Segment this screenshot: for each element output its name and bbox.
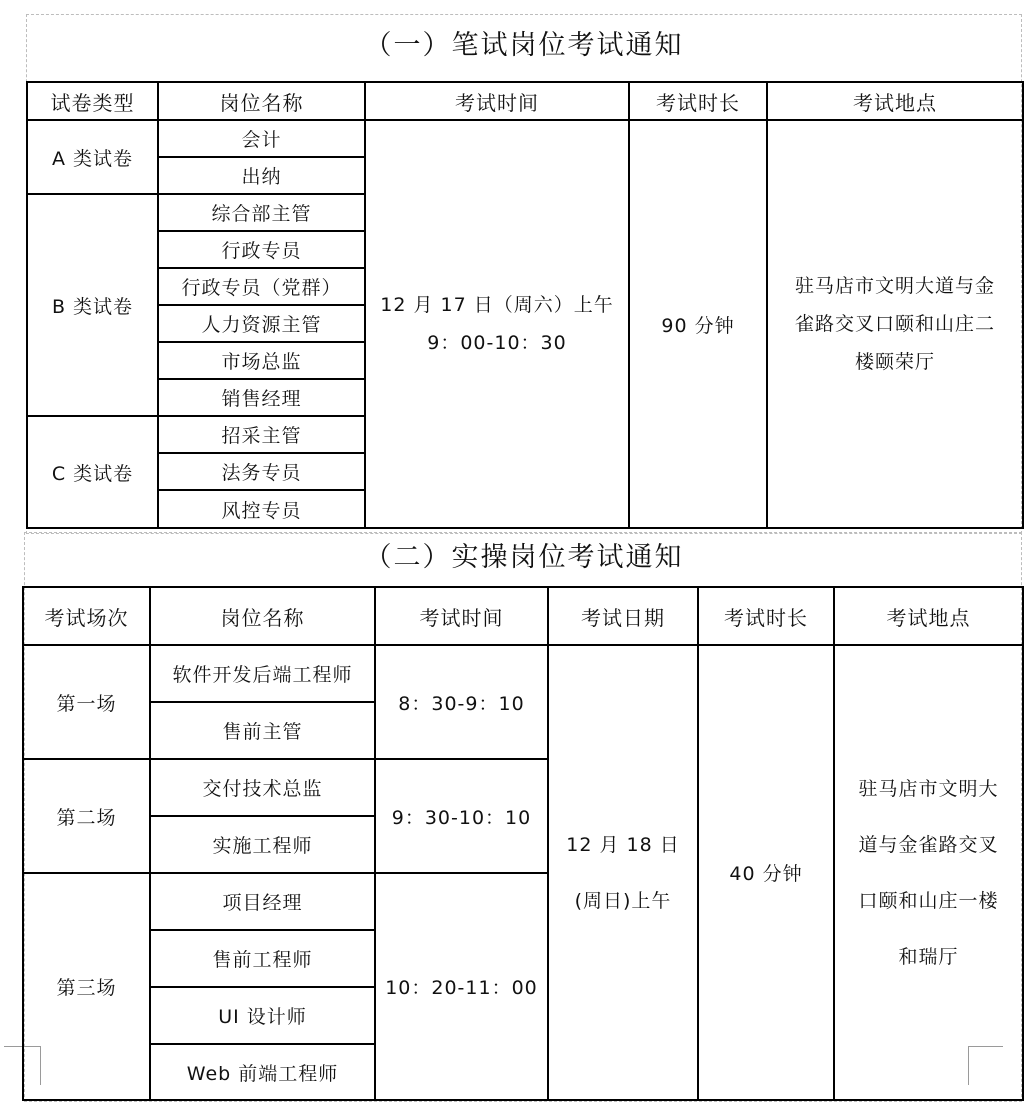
exam-date-line2: (周日)上午 [574,889,672,912]
location-line4: 和瑞厅 [898,945,959,968]
col-header-session: 考试场次 [23,587,150,645]
position-cell: 人力资源主管 [158,305,365,342]
location-line2: 道与金雀路交叉 [858,833,999,856]
position-cell: 售前工程师 [150,930,375,987]
position-cell: 法务专员 [158,453,365,490]
exam-location-cell [834,645,1023,1100]
position-cell: UI 设计师 [150,987,375,1044]
exam-date-line1: 12 月 18 日 [566,833,680,856]
position-cell: 市场总监 [158,342,365,379]
location-line2: 雀路交叉口颐和山庄二 [794,313,995,335]
session-2: 第二场 [23,759,150,873]
col-header-paper-type: 试卷类型 [27,82,158,120]
col-header-location: 考试地点 [767,82,1023,120]
written-exam-table [26,81,1024,529]
position-cell: 项目经理 [150,873,375,930]
position-cell: 实施工程师 [150,816,375,873]
exam-date-cell [548,645,698,1100]
position-cell: 交付技术总监 [150,759,375,816]
position-cell: 综合部主管 [158,194,365,231]
section2-title: （二）实操岗位考试通知 [364,542,684,573]
col-header-exam-date: 考试日期 [548,587,698,645]
position-cell: 行政专员（党群） [158,268,365,305]
position-cell: 售前主管 [150,702,375,759]
position-cell: 销售经理 [158,379,365,416]
exam-time-line2: 9：00-10：30 [427,332,567,354]
position-cell: Web 前端工程师 [150,1044,375,1100]
col-header-position: 岗位名称 [158,82,365,120]
session-1: 第一场 [23,645,150,759]
location-line3: 口颐和山庄一楼 [858,889,999,912]
position-cell: 行政专员 [158,231,365,268]
session-1-time: 8：30-9：10 [375,645,548,759]
exam-location-cell [767,120,1023,528]
paper-type-c: C 类试卷 [27,416,158,528]
position-cell: 出纳 [158,157,365,194]
col-header-position: 岗位名称 [150,587,375,645]
position-cell: 软件开发后端工程师 [150,645,375,702]
position-cell: 风控专员 [158,490,365,528]
position-cell: 会计 [158,120,365,157]
paper-type-a: A 类试卷 [27,120,158,194]
location-line3: 楼颐荣厅 [854,351,935,373]
location-line1: 驻马店市文明大道与金 [794,275,995,297]
session-3-time: 10：20-11：00 [375,873,548,1100]
exam-time-line1: 12 月 17 日（周六）上午 [380,294,614,316]
col-header-duration: 考试时长 [629,82,767,120]
session-2-time: 9：30-10：10 [375,759,548,873]
col-header-duration: 考试时长 [698,587,834,645]
exam-duration-cell: 40 分钟 [698,645,834,1100]
position-cell: 招采主管 [158,416,365,453]
exam-time-cell [365,120,629,528]
practical-exam-table [22,586,1024,1101]
col-header-exam-time: 考试时间 [365,82,629,120]
session-3: 第三场 [23,873,150,1100]
col-header-exam-time: 考试时间 [375,587,548,645]
paper-type-b: B 类试卷 [27,194,158,416]
col-header-location: 考试地点 [834,587,1023,645]
exam-duration-cell: 90 分钟 [629,120,767,528]
location-line1: 驻马店市文明大 [858,777,999,800]
section1-title: （一）笔试岗位考试通知 [364,30,684,61]
